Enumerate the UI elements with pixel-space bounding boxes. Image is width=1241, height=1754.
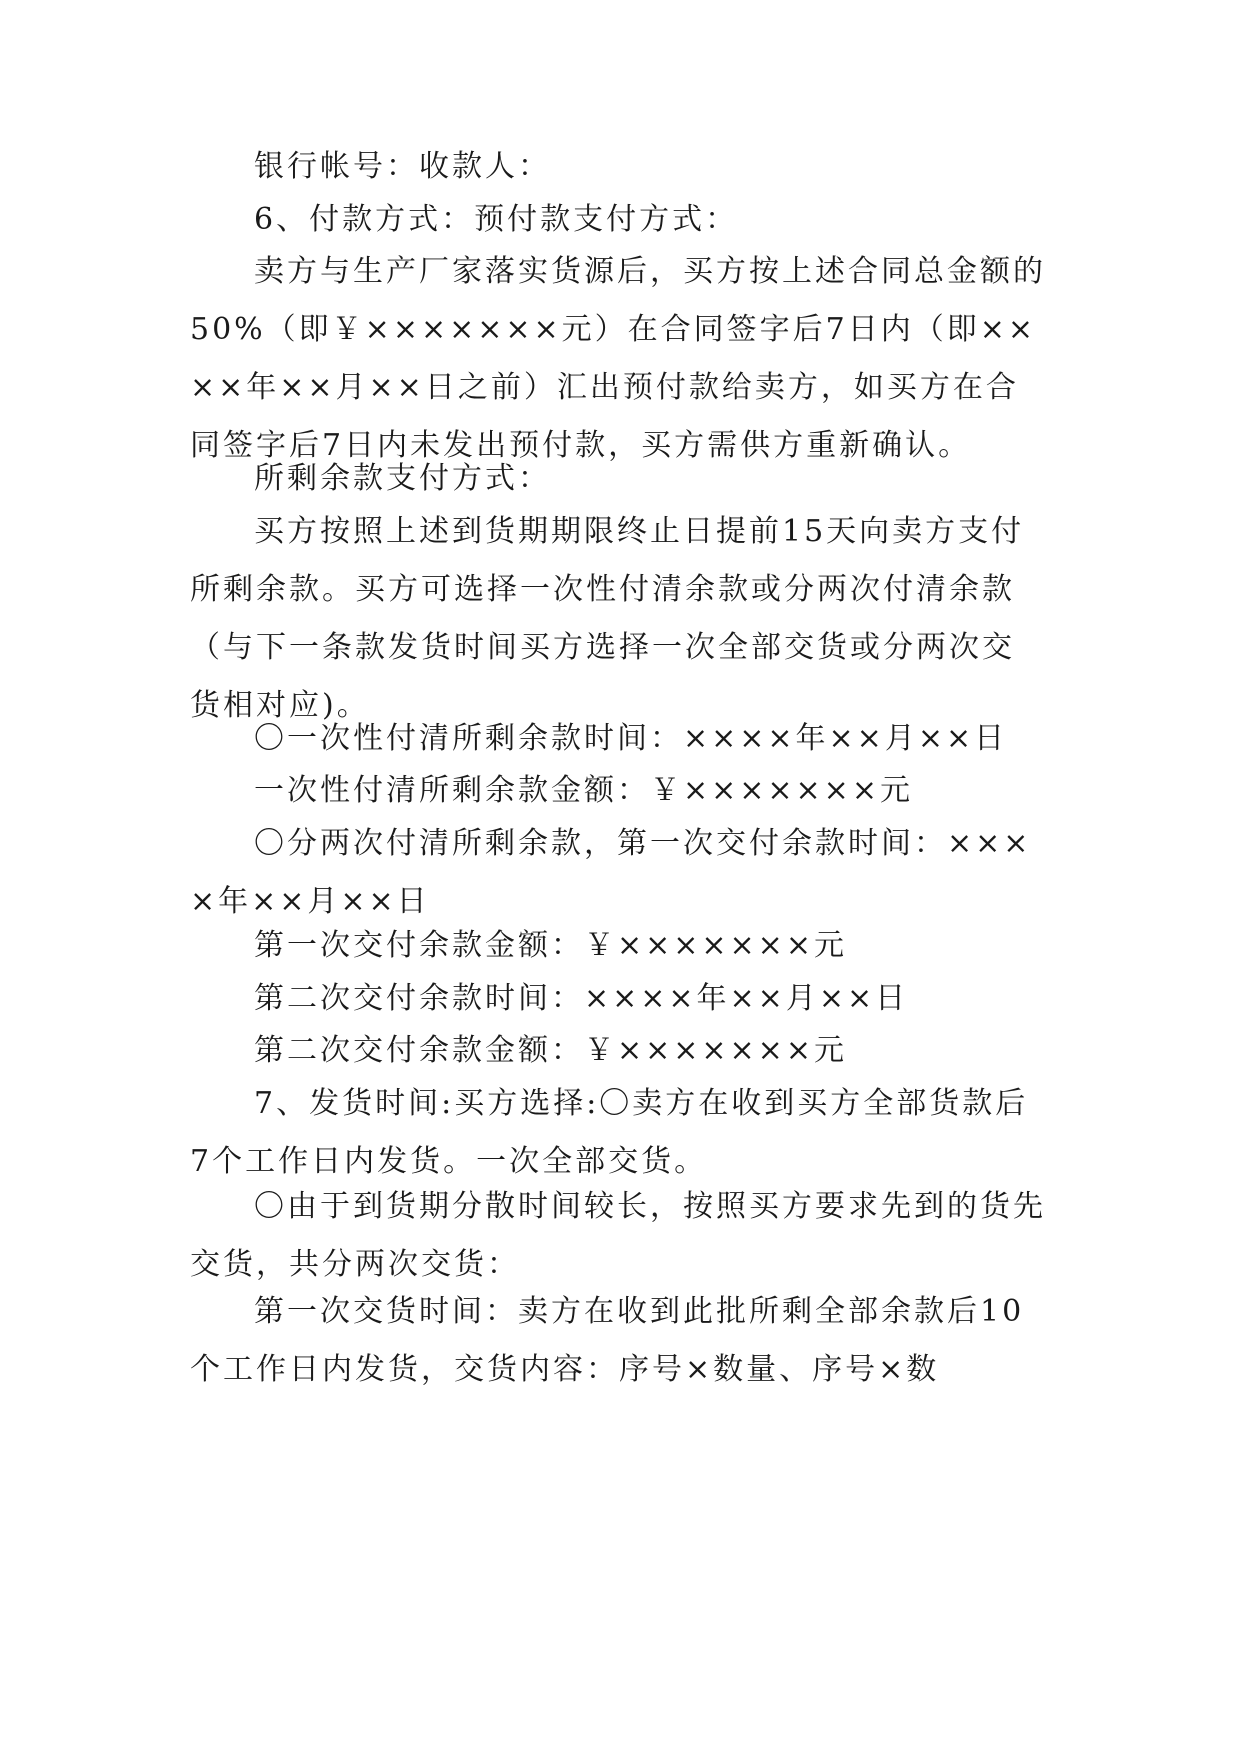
first-delivery-paragraph [190, 1283, 1050, 1399]
text-line: 第一次交货时间：卖方在收到此批所剩全部余款后10 [254, 1294, 1025, 1329]
text-line: 一次性付清所剩余款金额：￥×××××××元 [254, 773, 913, 808]
second-payment-date [190, 970, 1050, 1028]
prepayment-paragraph [190, 243, 1050, 475]
text-line: 第二次交付余款时间：××××年××月××日 [254, 981, 909, 1016]
text-line: 卖方与生产厂家落实货源后，买方按上述合同总金额的 [254, 254, 1046, 289]
second-payment-amount [190, 1022, 1050, 1080]
text-line: 银行帐号：收款人： [254, 149, 551, 184]
text-line: 同签字后7日内未发出预付款，买方需供方重新确认。 [190, 428, 972, 463]
text-line: ××年××月××日之前）汇出预付款给卖方，如买方在合 [190, 370, 1019, 405]
balance-method-heading [190, 450, 1050, 508]
clause-6-heading [190, 191, 1050, 249]
clause-7-delivery-paragraph [190, 1075, 1050, 1191]
option-one-time-date [190, 710, 1050, 768]
text-line: 7个工作日内发货。一次全部交货。 [190, 1144, 708, 1179]
option-two-times-paragraph [190, 815, 1050, 931]
text-line: ×年××月××日 [190, 884, 430, 919]
split-delivery-paragraph [190, 1178, 1050, 1294]
text-line: 7、发货时间:买方选择:〇卖方在收到买方全部货款后 [254, 1086, 1029, 1121]
text-line: 第二次交付余款金额：￥×××××××元 [254, 1033, 847, 1068]
text-line: 〇由于到货期分散时间较长，按照买方要求先到的货先 [254, 1189, 1046, 1224]
text-line: 50%（即￥×××××××元）在合同签字后7日内（即×× [190, 312, 1036, 347]
text-line: 〇一次性付清所剩余款时间：××××年××月××日 [254, 721, 1008, 756]
text-line: 〇分两次付清所剩余款，第一次交付余款时间：××× [254, 826, 1032, 861]
text-line: 6、付款方式：预付款支付方式： [254, 202, 739, 237]
text-line: （与下一条款发货时间买方选择一次全部交货或分两次交 [190, 630, 1015, 665]
text-line: 所剩余款支付方式： [254, 461, 551, 496]
bank-account-line [190, 138, 1050, 196]
text-line: 所剩余款。买方可选择一次性付清余款或分两次付清余款 [190, 572, 1015, 607]
text-line: 个工作日内发货，交货内容：序号×数量、序号×数 [190, 1352, 940, 1387]
text-line: 买方按照上述到货期期限终止日提前15天向卖方支付 [254, 514, 1025, 549]
first-payment-amount [190, 917, 1050, 975]
text-line: 第一次交付余款金额：￥×××××××元 [254, 928, 847, 963]
text-line: 交货，共分两次交货： [190, 1247, 520, 1282]
text-line: 货相对应)。 [190, 688, 370, 723]
balance-terms-paragraph [190, 503, 1050, 735]
option-one-time-amount [190, 762, 1050, 820]
